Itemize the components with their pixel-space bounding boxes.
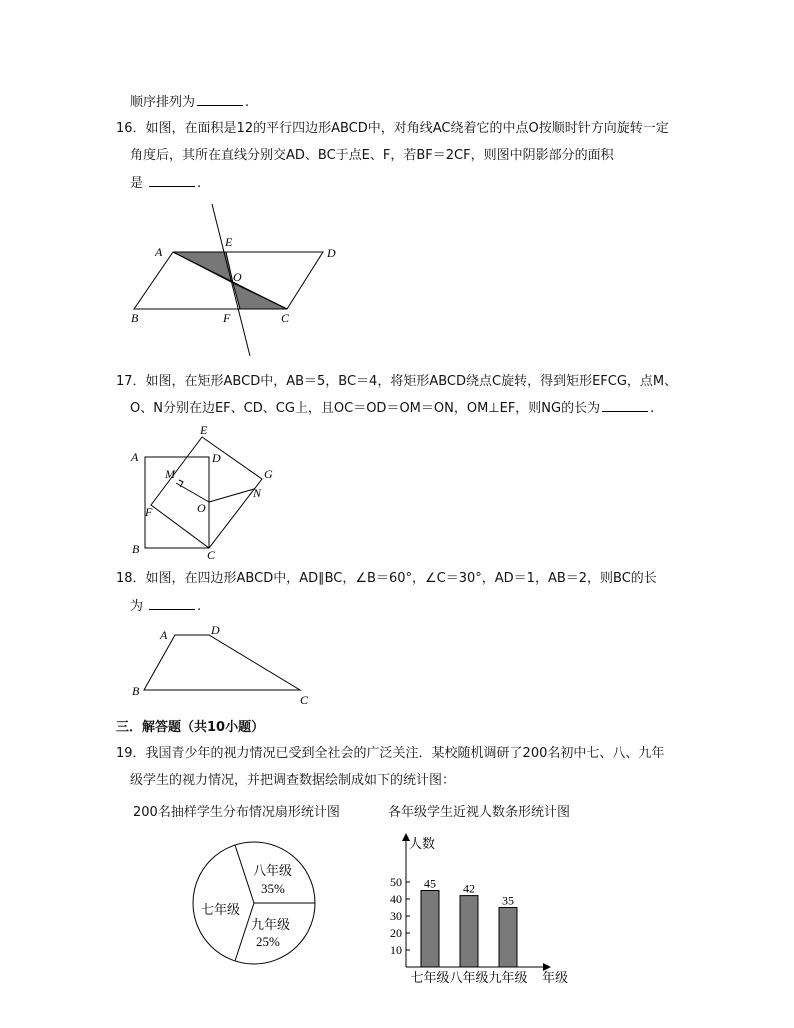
pie-pct-grade8: 35%: [261, 881, 285, 896]
label-a: A: [160, 628, 168, 642]
label-b: B: [132, 542, 140, 556]
label-d: D: [327, 246, 336, 260]
label-c: C: [281, 311, 290, 325]
label-o: O: [233, 270, 242, 284]
label-e: E: [200, 423, 208, 437]
label-c: C: [207, 548, 216, 562]
label-f: F: [145, 505, 153, 519]
bar-3: [499, 908, 517, 968]
label-n: N: [253, 486, 262, 500]
section-heading: 三．解答题（共10小题）: [116, 720, 265, 735]
label-m: M: [165, 467, 175, 481]
label-b: B: [132, 684, 140, 698]
y-axis-label: 人数: [409, 836, 436, 851]
q15-end: .: [245, 95, 250, 110]
q18-line1: 18．如图，在四边形ABCD中，AD∥BC，∠B＝60°，∠C＝30°，AD＝1，AB＝2，则BC的长: [116, 571, 657, 586]
pie-label-grade9: 九年级: [251, 917, 291, 932]
label-e: E: [225, 235, 233, 249]
label-d: D: [212, 451, 221, 465]
category-label: 八年级: [449, 970, 489, 985]
label-a: A: [131, 450, 139, 464]
label-c: C: [300, 693, 309, 707]
q16-text: 是: [130, 176, 144, 191]
q16-line1: 16．如图，在面积是12的平行四边形ABCD中，对角线AC绕着它的中点O按顺时针方向旋转一定: [116, 121, 669, 136]
category-label: 七年级: [410, 970, 450, 985]
q17-text: O、N分别在边EF、CD、CG上，且OC＝OD＝OM＝ON，OM⊥EF，则NG的长为: [130, 401, 601, 416]
label-f: F: [223, 311, 231, 325]
q17-end: .: [650, 401, 655, 416]
q15-text: 顺序排列为: [130, 95, 196, 110]
x-axis-label: 年级: [542, 970, 569, 985]
q16-line2: 角度后，其所在直线分别交AD、BC于点E、F，若BF＝2CF，则图中阴影部分的面积: [130, 148, 614, 163]
y-tick-label: 20: [390, 926, 402, 940]
label-g: G: [264, 467, 273, 481]
bar-value-label: 45: [424, 876, 436, 891]
q17-line1: 17．如图，在矩形ABCD中，AB＝5，BC＝4，将矩形ABCD绕点C旋转，得到矩形EFCG，点M、: [116, 374, 678, 389]
bar-value-label: 35: [502, 893, 514, 908]
pie-label-grade7: 七年级: [201, 902, 241, 917]
q16-end: .: [197, 176, 202, 191]
bar-2: [460, 896, 478, 967]
label-a: A: [155, 245, 163, 259]
q19-line1: 19．我国青少年的视力情况已受到全社会的广泛关注．某校随机调研了200名初中七、八、九年: [116, 746, 665, 761]
bar-1: [421, 891, 439, 968]
pie-label-grade8: 八年级: [253, 863, 293, 878]
y-tick-label: 40: [390, 892, 402, 906]
category-label: 九年级: [488, 970, 528, 985]
pie-pct-grade9: 25%: [256, 934, 280, 949]
label-o: O: [197, 501, 206, 515]
pie-title: 200名抽样学生分布情况扇形统计图: [133, 805, 340, 820]
label-d: D: [211, 623, 220, 637]
y-tick-label: 10: [390, 943, 402, 957]
y-tick-label: 30: [390, 909, 402, 923]
label-b: B: [131, 311, 139, 325]
q19-line2: 级学生的视力情况，并把调查数据绘制成如下的统计图：: [130, 773, 456, 788]
bar-value-label: 42: [463, 881, 475, 896]
q18-end: .: [197, 599, 202, 614]
bar-title: 各年级学生近视人数条形统计图: [388, 805, 571, 820]
y-tick-label: 50: [390, 875, 402, 889]
q18-text: 为: [130, 599, 144, 614]
